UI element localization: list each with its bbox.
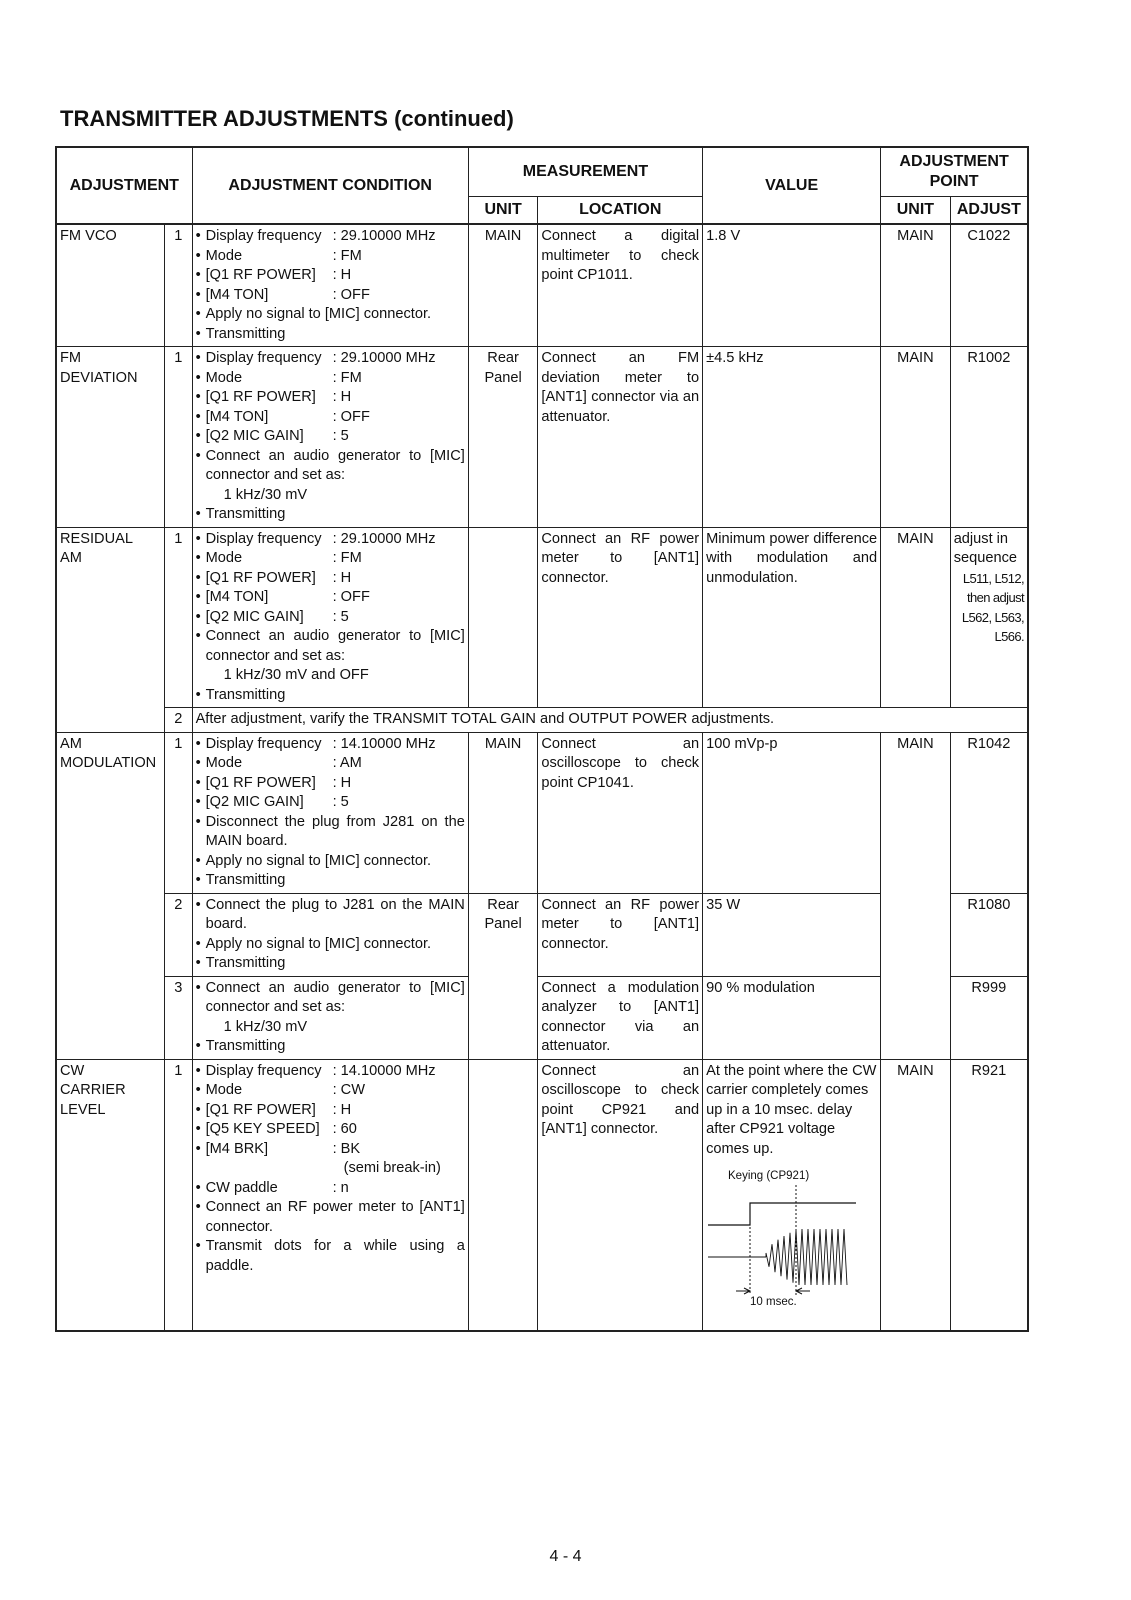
table-row: [56, 224, 1028, 347]
value-cell: 100 mVp-p: [703, 732, 881, 893]
step-number: 2: [164, 893, 192, 976]
step-number: 1: [164, 527, 192, 708]
step-number: 1: [164, 732, 192, 893]
value-cell: 35 W: [703, 893, 881, 976]
condition-cell: • Display frequency : 14.10000 MHz • Mode : AM • [Q1 RF POWER] : H • [Q2 MIC GAIN] : 5 • Disconnect the plug from J281 on the MAIN board. • Apply no signal to [MIC] connector. • Transmitting: [192, 732, 468, 893]
page-title: TRANSMITTER ADJUSTMENTS (continued): [60, 106, 514, 131]
ap-adjust: R1080: [950, 893, 1028, 976]
table-row: [56, 708, 1028, 733]
measure-location: Connect an oscilloscope to check point CP1041.: [538, 732, 703, 893]
table-row: [56, 732, 1028, 893]
value-cell: Minimum power difference with modulation and unmodulation.: [703, 527, 881, 708]
keying-line: [708, 1203, 856, 1225]
condition-cell: • Connect the plug to J281 on the MAIN board. • Apply no signal to [MIC] connector. • Transmitting: [192, 893, 468, 976]
adjustment-name: AM MODULATION: [56, 732, 164, 1059]
rf-carrier-wave: [766, 1229, 847, 1285]
step-number: 1: [164, 1059, 192, 1331]
step-number: 1: [164, 347, 192, 528]
measure-location: Connect a modulation analyzer to [ANT1] connector via an attenuator.: [538, 976, 703, 1059]
page-number: 4 - 4: [549, 1548, 582, 1565]
adjustment-name: FM VCO: [56, 224, 164, 347]
value-cell: 1.8 V: [703, 224, 881, 347]
header-value: VALUE: [703, 147, 881, 224]
condition-cell: • Connect an audio generator to [MIC] connector and set as: 1 kHz/30 mV • Transmitting: [192, 976, 468, 1059]
condition-cell: • Display frequency : 14.10000 MHz • Mode : CW • [Q1 RF POWER] : H • [Q5 KEY SPEED] : 60 • [M4 BRK] : BK (semi break-in) • CW paddle : n • Connect an RF power meter to [ANT1] connector. • Transmit dots for a while using a paddle.: [192, 1059, 468, 1331]
ap-adjust: R999: [950, 976, 1028, 1059]
measure-location: Connect an RF power meter to [ANT1] connector.: [538, 527, 703, 708]
table-row: [56, 347, 1028, 528]
arrow-right: [796, 1288, 810, 1294]
header-measurement: MEASUREMENT: [468, 147, 702, 197]
ap-unit: MAIN: [881, 1059, 951, 1331]
measure-unit: MAIN: [468, 732, 538, 893]
step-number: 3: [164, 976, 192, 1059]
keying-waveform-diagram: [706, 1167, 877, 1312]
ap-unit: MAIN: [881, 732, 951, 1059]
table-row: [56, 1059, 1028, 1331]
value-cell: ±4.5 kHz: [703, 347, 881, 528]
step-number: 2: [164, 708, 192, 733]
measure-unit: Rear Panel: [468, 893, 538, 1059]
ap-adjust: R921: [950, 1059, 1028, 1331]
ap-unit: MAIN: [881, 224, 951, 347]
value-cell: 90 % modulation: [703, 976, 881, 1059]
step-number: 1: [164, 224, 192, 347]
header-unit: UNIT: [468, 197, 538, 225]
header-adjustment: ADJUSTMENT: [56, 147, 192, 224]
condition-cell: • Display frequency : 29.10000 MHz • Mode : FM • [Q1 RF POWER] : H • [M4 TON] : OFF • [Q2 MIC GAIN] : 5 • Connect an audio generator to [MIC] connector and set as: 1 kHz/30 mV and OFF • Transmitting: [192, 527, 468, 708]
ap-adjust: R1002: [950, 347, 1028, 528]
measure-location: Connect an FM deviation meter to [ANT1] connector via an attenuator.: [538, 347, 703, 528]
header-ap-adjust: ADJUST: [950, 197, 1028, 225]
table-row: [56, 527, 1028, 708]
adjustment-name: RESIDUAL AM: [56, 527, 164, 732]
measure-unit: [468, 1059, 538, 1331]
measure-unit: MAIN: [468, 224, 538, 347]
waveform-top-label: Keying (CP921): [728, 1170, 810, 1182]
ap-adjust: C1022: [950, 224, 1028, 347]
value-cell: At the point where the CW carrier completely comes up in a 10 msec. delay after CP921 voltage comes up. Keying (CP921) 10 msec.: [703, 1059, 881, 1331]
condition-cell: • Display frequency : 29.10000 MHz • Mode : FM • [Q1 RF POWER] : H • [M4 TON] : OFF • Apply no signal to [MIC] connector. • Transmitting: [192, 224, 468, 347]
header-adjustment-point: ADJUSTMENT POINT: [881, 147, 1028, 197]
measure-unit: [468, 527, 538, 708]
measure-location: Connect a digital multimeter to check point CP1011.: [538, 224, 703, 347]
waveform-bottom-label: 10 msec.: [750, 1296, 797, 1305]
ap-adjust: adjust in sequence L511, L512, then adjust L562, L563, L566.: [950, 527, 1028, 708]
adjustment-table: [55, 146, 1029, 1332]
arrow-left: [736, 1288, 750, 1294]
note-cell: After adjustment, varify the TRANSMIT TOTAL GAIN and OUTPUT POWER adjustments.: [192, 708, 1028, 733]
ap-unit: MAIN: [881, 347, 951, 528]
header-ap-unit: UNIT: [881, 197, 951, 225]
ap-unit: MAIN: [881, 527, 951, 708]
header-condition: ADJUSTMENT CONDITION: [192, 147, 468, 224]
measure-location: Connect an RF power meter to [ANT1] connector.: [538, 893, 703, 976]
condition-cell: • Display frequency : 29.10000 MHz • Mode : FM • [Q1 RF POWER] : H • [M4 TON] : OFF • [Q2 MIC GAIN] : 5 • Connect an audio generator to [MIC] connector and set as: 1 kHz/30 mV • Transmitting: [192, 347, 468, 528]
measure-unit: Rear Panel: [468, 347, 538, 528]
adjustment-name: FM DEVIATION: [56, 347, 164, 528]
measure-location: Connect an oscilloscope to check point CP921 and [ANT1] connector.: [538, 1059, 703, 1331]
ap-adjust: R1042: [950, 732, 1028, 893]
adjustment-name: CW CARRIER LEVEL: [56, 1059, 164, 1331]
header-location: LOCATION: [538, 197, 703, 225]
